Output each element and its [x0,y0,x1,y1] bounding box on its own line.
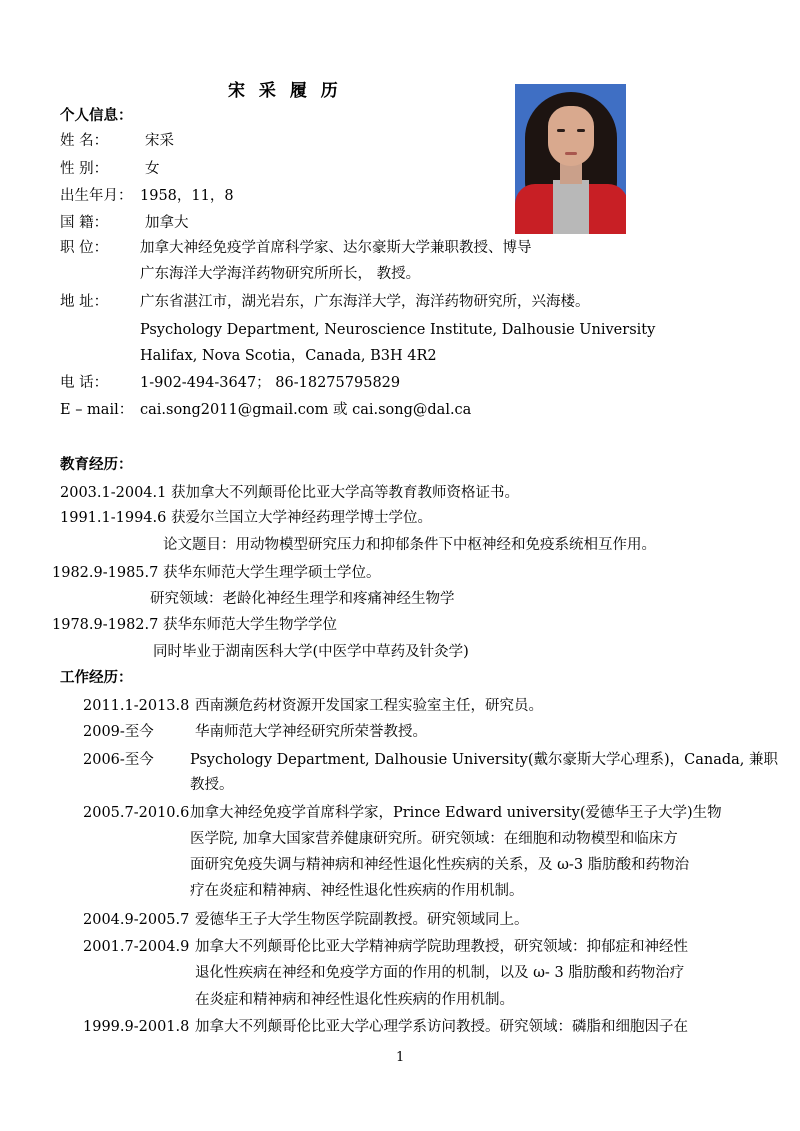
education-item-1: 2003.1-2004.1 获加拿大不列颠哥伦比亚大学高等教育教师资格证书。 [60,485,519,501]
work-item-1-date: 2011.1-2013.8 [83,698,190,714]
work-item-4-line-4: 疗在炎症和精神病、神经性退化性疾病的作用机制。 [190,883,524,899]
name-label: 姓 名： [60,133,109,149]
education-item-4-detail: 同时毕业于湖南医科大学(中医学中草药及针灸学) [153,644,469,660]
education-item-2-detail: 论文题目：用动物模型研究压力和抑郁条件下中枢神经和免疫系统相互作用。 [163,537,656,553]
work-item-4-line-2: 医学院, 加拿大国家营养健康研究所。研究领域：在细胞和动物模型和临床方 [190,831,678,847]
work-item-7-date: 1999.9-2001.8 [83,1019,190,1035]
work-item-4-date: 2005.7-2010.6 [83,805,190,821]
email-label: E – mail： [60,402,134,418]
email-value: cai.song2011@gmail.com 或 cai.song@dal.ca [140,402,472,418]
work-item-3-line-1: Psychology Department, Dalhousie University(戴尔豪斯大学心理系)，Canada, 兼职 [190,752,779,768]
work-item-6-date: 2001.7-2004.9 [83,939,190,955]
work-item-2-text: 华南师范大学神经研究所荣誉教授。 [195,724,427,740]
work-item-3-date: 2006-至今 [83,752,154,768]
work-item-7-line-1: 加拿大不列颠哥伦比亚大学心理学系访问教授。研究领域：磷脂和细胞因子在 [195,1019,688,1035]
position-line-1: 加拿大神经免疫学首席科学家、达尔豪斯大学兼职教授、博导 [140,240,532,256]
address-line-3: Halifax, Nova Scotia，Canada, B3H 4R2 [140,348,437,364]
work-item-3-line-2: 教授。 [190,777,234,793]
work-item-2-date: 2009-至今 [83,724,154,740]
work-item-5-text: 爱德华王子大学生物医学院副教授。研究领域同上。 [195,912,529,928]
position-label: 职 位： [60,240,109,256]
education-item-4: 1978.9-1982.7 获华东师范大学生物学学位 [52,617,337,633]
education-item-2: 1991.1-1994.6 获爱尔兰国立大学神经药理学博士学位。 [60,510,432,526]
position-line-2: 广东海洋大学海洋药物研究所所长， 教授。 [140,266,421,282]
name-value: 宋采 [145,133,174,149]
education-heading: 教育经历： [60,456,133,473]
work-item-4-line-3: 面研究免疫失调与精神病和神经性退化性疾病的关系，及 ω-3 脂肪酸和药物治 [190,857,690,873]
birth-label: 出生年月： [60,188,133,204]
work-item-4-line-1: 加拿大神经免疫学首席科学家，Prince Edward university(爱德华王子大学)生物 [190,805,722,821]
education-item-3: 1982.9-1985.7 获华东师范大学生理学硕士学位。 [52,565,381,581]
work-item-6-line-1: 加拿大不列颠哥伦比亚大学精神病学院助理教授，研究领域：抑郁症和神经性 [195,939,688,955]
phone-label: 电 话： [60,375,109,391]
personal-info-heading: 个人信息： [60,107,133,124]
work-item-6-line-2: 退化性疾病在神经和免疫学方面的作用的机制，以及 ω- 3 脂肪酸和药物治疗 [195,965,685,981]
work-item-1-text: 西南濒危药材资源开发国家工程实验室主任，研究员。 [195,698,543,714]
phone-value: 1-902-494-3647； 86-18275795829 [140,375,401,391]
address-line-2: Psychology Department, Neuroscience Institute, Dalhousie University [140,322,656,338]
gender-label: 性 别： [60,161,109,177]
nationality-value: 加拿大 [145,215,189,231]
work-item-6-line-3: 在炎症和精神病和神经性退化性疾病的作用机制。 [195,992,514,1008]
address-line-1: 广东省湛江市，湖光岩东，广东海洋大学，海洋药物研究所，兴海楼。 [140,294,590,310]
work-heading: 工作经历： [60,669,133,686]
address-label: 地 址： [60,294,109,310]
page-title: 宋 采 履 历 [228,81,342,101]
page-number: 1 [396,1050,405,1065]
nationality-label: 国 籍： [60,215,109,231]
gender-value: 女 [145,161,160,177]
profile-photo [515,84,626,234]
education-item-3-detail: 研究领域：老龄化神经生理学和疼痛神经生物学 [150,591,455,607]
birth-value: 1958，11，8 [140,188,234,204]
work-item-5-date: 2004.9-2005.7 [83,912,190,928]
